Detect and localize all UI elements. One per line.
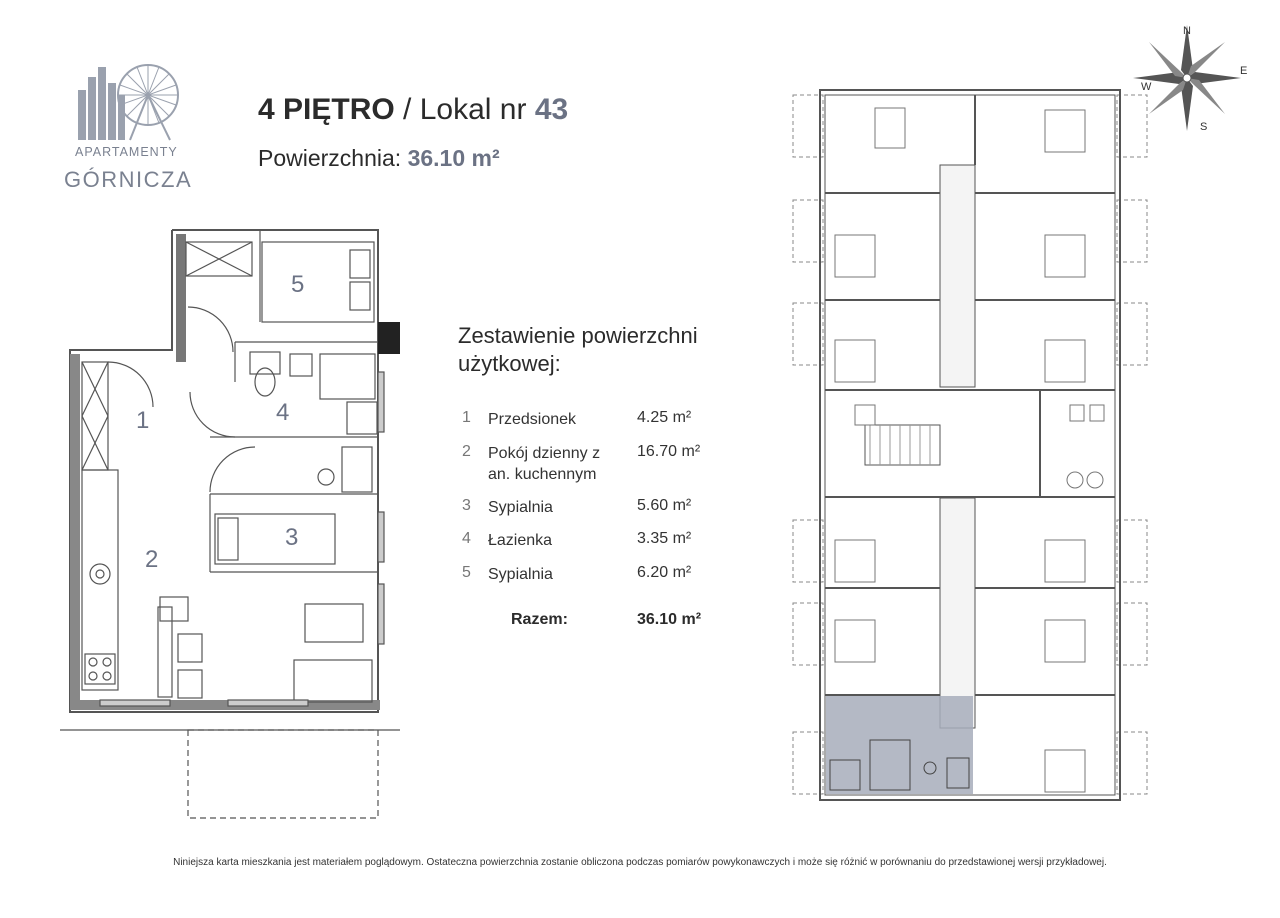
room-label-1: 1	[136, 407, 150, 434]
area-value: 36.10 m²	[407, 145, 500, 171]
area-heading	[258, 145, 500, 172]
area-row-value: 6.20 m²	[637, 564, 692, 581]
room-label-3: 3	[285, 524, 299, 551]
compass-e: E	[1240, 65, 1248, 77]
compass-w: W	[1141, 81, 1152, 93]
brand-line1: APARTAMENTY	[75, 145, 178, 159]
unit-number: 43	[534, 93, 569, 126]
area-row-name: Sypialnia	[488, 566, 553, 583]
page-title	[258, 93, 568, 127]
area-row-value: 4.25 m²	[637, 409, 692, 426]
area-row-number: 2	[462, 443, 471, 460]
apartment-floor-plan	[60, 222, 420, 827]
area-row-number: 1	[462, 409, 471, 426]
title-separator: /	[403, 93, 412, 126]
area-row-number: 5	[462, 564, 471, 581]
area-row-name: Sypialnia	[488, 499, 553, 516]
room-label-5: 5	[291, 271, 305, 298]
area-row-value: 3.35 m²	[637, 530, 692, 547]
floor-label: 4 PIĘTRO	[258, 93, 395, 126]
area-row-number: 3	[462, 497, 471, 514]
area-row-value: 16.70 m²	[637, 443, 701, 460]
unit-label: Lokal nr	[419, 93, 527, 126]
total-label: Razem:	[511, 611, 568, 628]
area-row-name: Przedsionek	[488, 411, 577, 428]
compass-n: N	[1183, 25, 1191, 37]
compass-s: S	[1200, 121, 1208, 133]
area-row-name: Łazienka	[488, 532, 553, 549]
room-label-4: 4	[276, 399, 290, 426]
area-row-name: Pokój dzienny z an. kuchennym	[488, 445, 601, 483]
area-label: Powierzchnia:	[258, 145, 402, 171]
area-row-number: 4	[462, 530, 471, 547]
disclaimer-text: Niniejsza karta mieszkania jest materiałem poglądowym. Ostateczna powierzchnia zostanie obliczona podczas pomiarów powykonawczych i może się różnić w porównaniu do przedstawionej wersji przykładowej.	[173, 857, 1107, 868]
highlighted-unit	[826, 696, 973, 794]
room-label-2: 2	[145, 546, 159, 573]
brand-line2: GÓRNICZA	[64, 167, 193, 192]
summary-title: Zestawienie powierzchni użytkowej:	[458, 323, 698, 376]
compass-icon	[1133, 25, 1241, 131]
area-row-value: 5.60 m²	[637, 497, 692, 514]
building-floor-overview	[775, 20, 1265, 810]
total-value: 36.10 m²	[637, 611, 702, 628]
